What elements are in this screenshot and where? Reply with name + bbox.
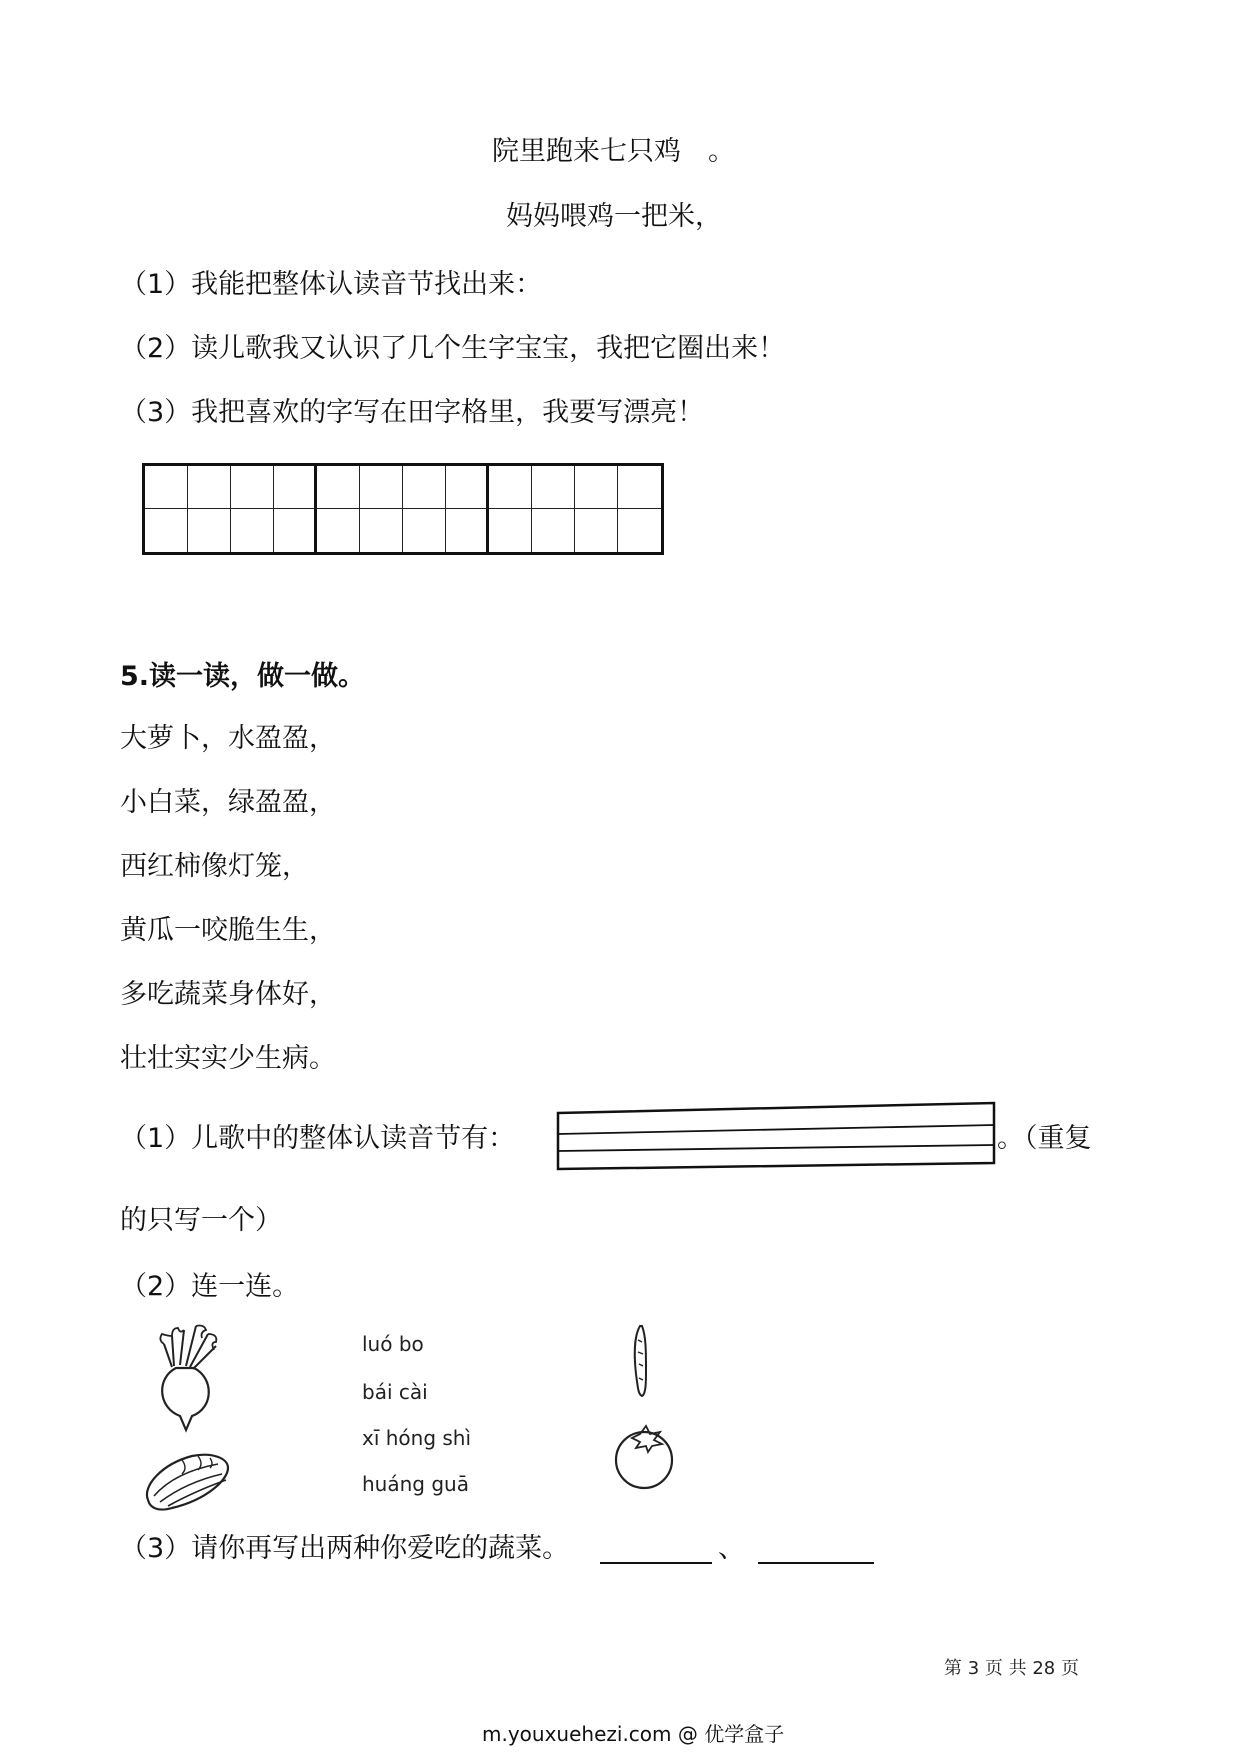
site-watermark: m.youxuehezi.com @ 优学盒子 xyxy=(482,1722,785,1746)
answer-blank-1[interactable] xyxy=(600,1562,712,1564)
grid-cell[interactable] xyxy=(489,509,532,552)
q5-sub3: （3）请你再写出两种你爱吃的蔬菜。 xyxy=(120,1533,570,1564)
grid-cell[interactable] xyxy=(360,466,403,509)
grid-cell[interactable] xyxy=(618,466,661,509)
page-number: 第 3 页 共 28 页 xyxy=(944,1658,1079,1679)
grid-cell[interactable] xyxy=(575,466,618,509)
grid-cell[interactable] xyxy=(145,466,188,509)
grid-cell[interactable] xyxy=(446,509,489,552)
grid-cell[interactable] xyxy=(317,509,360,552)
poem-line-2: 妈妈喂鸡一把米， xyxy=(506,201,722,232)
grid-cell[interactable] xyxy=(317,466,360,509)
q5-poem-line: 壮壮实实少生病。 xyxy=(120,1043,336,1074)
grid-cell[interactable] xyxy=(532,466,575,509)
poem-line-1: 院里跑来七只鸡 。 xyxy=(492,136,735,167)
q5-sub3-sep: 、 xyxy=(718,1533,745,1564)
grid-cell[interactable] xyxy=(360,509,403,552)
grid-cell[interactable] xyxy=(188,466,231,509)
grid-cell[interactable] xyxy=(274,509,317,552)
grid-cell[interactable] xyxy=(403,509,446,552)
pinyin-baicai: bái cài xyxy=(362,1380,428,1404)
grid-cell[interactable] xyxy=(231,466,274,509)
q5-sub1-suffix: 。（重复 xyxy=(997,1123,1092,1154)
q4-sub1: （1）我能把整体认读音节找出来： xyxy=(120,269,543,300)
q5-poem-line: 小白菜，绿盈盈， xyxy=(120,787,336,818)
q5-poem-line: 黄瓜一咬脆生生， xyxy=(120,915,336,946)
tianzige-grid[interactable] xyxy=(142,463,664,555)
q5-sub1-prefix: （1）儿歌中的整体认读音节有： xyxy=(120,1123,516,1154)
q5-poem-line: 大萝卜，水盈盈， xyxy=(120,723,336,754)
grid-cell[interactable] xyxy=(403,466,446,509)
grid-cell[interactable] xyxy=(446,466,489,509)
grid-cell[interactable] xyxy=(489,466,532,509)
q4-sub3: （3）我把喜欢的字写在田字格里，我要写漂亮！ xyxy=(120,397,705,428)
tomato-icon xyxy=(610,1420,682,1492)
grid-cell[interactable] xyxy=(274,466,317,509)
pinyin-huanggua: huáng guā xyxy=(362,1472,469,1496)
q5-sub1-cont: 的只写一个） xyxy=(120,1205,282,1236)
q4-sub2: （2）读儿歌我又认识了几个生字宝宝，我把它圈出来！ xyxy=(120,333,786,364)
pinyin-writing-box[interactable] xyxy=(556,1101,996,1171)
grid-cell[interactable] xyxy=(618,509,661,552)
q5-poem-line: 多吃蔬菜身体好， xyxy=(120,979,336,1010)
grid-cell[interactable] xyxy=(575,509,618,552)
grid-cell[interactable] xyxy=(188,509,231,552)
cucumber-icon xyxy=(626,1322,656,1400)
grid-cell[interactable] xyxy=(532,509,575,552)
cabbage-icon xyxy=(142,1450,232,1512)
radish-icon xyxy=(150,1322,225,1434)
answer-blank-2[interactable] xyxy=(758,1562,874,1564)
q5-poem-line: 西红柿像灯笼， xyxy=(120,851,309,882)
grid-cell[interactable] xyxy=(145,509,188,552)
q5-title: 5.读一读，做一做。 xyxy=(120,661,366,692)
pinyin-luobo: luó bo xyxy=(362,1332,424,1356)
pinyin-xihongshi: xī hóng shì xyxy=(362,1426,472,1450)
grid-cell[interactable] xyxy=(231,509,274,552)
q5-sub2: （2）连一连。 xyxy=(120,1271,300,1302)
